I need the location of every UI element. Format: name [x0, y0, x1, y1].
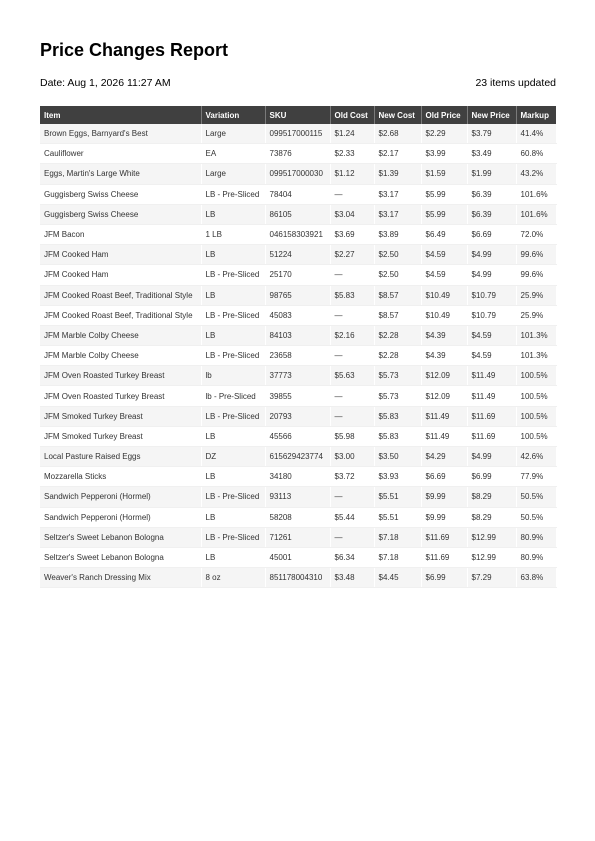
cell-new-cost: $3.89 — [374, 224, 421, 244]
cell-new-price: $11.49 — [467, 366, 516, 386]
cell-markup: 43.2% — [516, 164, 556, 184]
cell-new-cost: $5.73 — [374, 386, 421, 406]
cell-new-cost: $2.68 — [374, 124, 421, 144]
cell-variation: Large — [201, 164, 265, 184]
cell-markup: 100.5% — [516, 386, 556, 406]
report-date: Date: Aug 1, 2026 11:27 AM — [40, 77, 171, 89]
price-changes-table — [40, 106, 557, 588]
cell-new-cost: $7.18 — [374, 547, 421, 567]
cell-old-cost: — — [330, 184, 374, 204]
cell-markup: 100.5% — [516, 406, 556, 426]
cell-sku: 93113 — [265, 487, 330, 507]
cell-old-cost: — — [330, 265, 374, 285]
cell-item: JFM Marble Colby Cheese — [40, 325, 201, 345]
cell-item: JFM Bacon — [40, 224, 201, 244]
cell-new-price: $4.59 — [467, 325, 516, 345]
cell-variation: LB — [201, 467, 265, 487]
cell-old-cost: $3.04 — [330, 204, 374, 224]
cell-variation: LB — [201, 547, 265, 567]
table-row — [40, 386, 556, 406]
cell-new-price: $4.99 — [467, 265, 516, 285]
cell-item: JFM Cooked Ham — [40, 265, 201, 285]
cell-new-cost: $2.28 — [374, 346, 421, 366]
cell-item: Sandwich Pepperoni (Hormel) — [40, 487, 201, 507]
cell-new-price: $11.69 — [467, 406, 516, 426]
table-row — [40, 487, 556, 507]
cell-old-price: $4.29 — [421, 447, 467, 467]
cell-sku: 39855 — [265, 386, 330, 406]
table-row — [40, 467, 556, 487]
cell-new-price: $6.39 — [467, 204, 516, 224]
cell-sku: 58208 — [265, 507, 330, 527]
cell-old-price: $10.49 — [421, 305, 467, 325]
column-header-variation: Variation — [201, 106, 265, 124]
cell-new-cost: $8.57 — [374, 305, 421, 325]
table-row — [40, 426, 556, 446]
cell-markup: 60.8% — [516, 144, 556, 164]
cell-new-price: $8.29 — [467, 487, 516, 507]
cell-variation: lb — [201, 366, 265, 386]
cell-new-price: $11.69 — [467, 426, 516, 446]
cell-variation: LB — [201, 285, 265, 305]
cell-markup: 80.9% — [516, 527, 556, 547]
cell-new-price: $11.49 — [467, 386, 516, 406]
cell-old-cost: $3.72 — [330, 467, 374, 487]
table-row — [40, 305, 556, 325]
cell-old-cost: $3.00 — [330, 447, 374, 467]
cell-new-price: $10.79 — [467, 305, 516, 325]
cell-old-price: $12.09 — [421, 366, 467, 386]
cell-sku: 099517000030 — [265, 164, 330, 184]
cell-old-price: $9.99 — [421, 507, 467, 527]
cell-old-price: $4.39 — [421, 346, 467, 366]
cell-markup: 99.6% — [516, 265, 556, 285]
cell-old-cost: $2.33 — [330, 144, 374, 164]
cell-sku: 046158303921 — [265, 224, 330, 244]
cell-sku: 45083 — [265, 305, 330, 325]
cell-sku: 25170 — [265, 265, 330, 285]
table-row — [40, 507, 556, 527]
column-header-old-cost: Old Cost — [330, 106, 374, 124]
cell-markup: 25.9% — [516, 285, 556, 305]
cell-item: Sandwich Pepperoni (Hormel) — [40, 507, 201, 527]
column-header-item: Item — [40, 106, 201, 124]
cell-item: Seltzer's Sweet Lebanon Bologna — [40, 547, 201, 567]
table-row — [40, 406, 556, 426]
cell-old-price: $11.49 — [421, 406, 467, 426]
cell-old-cost: $6.34 — [330, 547, 374, 567]
cell-sku: 78404 — [265, 184, 330, 204]
cell-sku: 98765 — [265, 285, 330, 305]
cell-new-cost: $5.73 — [374, 366, 421, 386]
cell-variation: LB - Pre-Sliced — [201, 527, 265, 547]
table-row — [40, 265, 556, 285]
cell-markup: 101.6% — [516, 204, 556, 224]
table-row — [40, 547, 556, 567]
cell-markup: 50.5% — [516, 507, 556, 527]
cell-new-price: $6.39 — [467, 184, 516, 204]
cell-old-price: $11.69 — [421, 547, 467, 567]
cell-variation: Large — [201, 124, 265, 144]
cell-variation: LB — [201, 325, 265, 345]
cell-variation: LB — [201, 507, 265, 527]
table-row — [40, 124, 556, 144]
table-row — [40, 245, 556, 265]
cell-new-price: $12.99 — [467, 547, 516, 567]
cell-markup: 101.3% — [516, 346, 556, 366]
cell-markup: 41.4% — [516, 124, 556, 144]
cell-new-price: $3.79 — [467, 124, 516, 144]
cell-markup: 100.5% — [516, 366, 556, 386]
report-title: Price Changes Report — [40, 40, 229, 60]
cell-old-cost: $3.48 — [330, 568, 374, 588]
report-page — [40, 38, 556, 588]
cell-sku: 615629423774 — [265, 447, 330, 467]
cell-item: JFM Cooked Roast Beef, Traditional Style — [40, 305, 201, 325]
cell-sku: 099517000115 — [265, 124, 330, 144]
column-header-sku: SKU — [265, 106, 330, 124]
cell-item: JFM Oven Roasted Turkey Breast — [40, 366, 201, 386]
table-row — [40, 325, 556, 345]
cell-old-price: $1.59 — [421, 164, 467, 184]
cell-new-cost: $3.17 — [374, 204, 421, 224]
cell-old-cost: $1.24 — [330, 124, 374, 144]
cell-old-cost: — — [330, 305, 374, 325]
cell-sku: 86105 — [265, 204, 330, 224]
table-row — [40, 184, 556, 204]
cell-old-price: $3.99 — [421, 144, 467, 164]
cell-old-price: $5.99 — [421, 204, 467, 224]
cell-old-price: $6.69 — [421, 467, 467, 487]
cell-new-cost: $4.45 — [374, 568, 421, 588]
cell-item: JFM Cooked Ham — [40, 245, 201, 265]
cell-old-cost: $3.69 — [330, 224, 374, 244]
cell-old-cost: — — [330, 487, 374, 507]
cell-old-cost: $5.98 — [330, 426, 374, 446]
cell-markup: 42.6% — [516, 447, 556, 467]
cell-new-cost: $5.83 — [374, 406, 421, 426]
table-row — [40, 366, 556, 386]
table-row — [40, 224, 556, 244]
cell-item: JFM Marble Colby Cheese — [40, 346, 201, 366]
cell-sku: 37773 — [265, 366, 330, 386]
column-header-old-price: Old Price — [421, 106, 467, 124]
cell-markup: 50.5% — [516, 487, 556, 507]
cell-old-cost: $2.27 — [330, 245, 374, 265]
cell-old-price: $4.59 — [421, 245, 467, 265]
cell-variation: 8 oz — [201, 568, 265, 588]
cell-variation: LB — [201, 245, 265, 265]
cell-item: Seltzer's Sweet Lebanon Bologna — [40, 527, 201, 547]
table-row — [40, 527, 556, 547]
cell-new-price: $4.99 — [467, 245, 516, 265]
cell-sku: 73876 — [265, 144, 330, 164]
cell-old-cost: $5.44 — [330, 507, 374, 527]
cell-variation: DZ — [201, 447, 265, 467]
cell-new-price: $10.79 — [467, 285, 516, 305]
table-row — [40, 144, 556, 164]
cell-sku: 84103 — [265, 325, 330, 345]
cell-item: Guggisberg Swiss Cheese — [40, 184, 201, 204]
cell-new-price: $6.69 — [467, 224, 516, 244]
cell-new-cost: $5.51 — [374, 507, 421, 527]
cell-item: Local Pasture Raised Eggs — [40, 447, 201, 467]
table-body — [40, 124, 556, 588]
cell-new-cost: $2.17 — [374, 144, 421, 164]
cell-markup: 101.3% — [516, 325, 556, 345]
cell-variation: EA — [201, 144, 265, 164]
cell-item: JFM Cooked Roast Beef, Traditional Style — [40, 285, 201, 305]
cell-old-cost: $1.12 — [330, 164, 374, 184]
cell-old-cost: $5.63 — [330, 366, 374, 386]
column-header-new-cost: New Cost — [374, 106, 421, 124]
cell-variation: lb - Pre-Sliced — [201, 386, 265, 406]
cell-new-cost: $3.50 — [374, 447, 421, 467]
cell-new-cost: $5.51 — [374, 487, 421, 507]
cell-new-cost: $7.18 — [374, 527, 421, 547]
items-updated-count: 23 items updated — [475, 77, 556, 89]
cell-variation: LB — [201, 426, 265, 446]
cell-variation: LB - Pre-Sliced — [201, 346, 265, 366]
cell-variation: LB - Pre-Sliced — [201, 265, 265, 285]
cell-new-price: $4.99 — [467, 447, 516, 467]
cell-old-price: $6.49 — [421, 224, 467, 244]
cell-sku: 851178004310 — [265, 568, 330, 588]
cell-old-price: $6.99 — [421, 568, 467, 588]
table-row — [40, 346, 556, 366]
cell-new-price: $3.49 — [467, 144, 516, 164]
cell-markup: 99.6% — [516, 245, 556, 265]
cell-new-price: $7.29 — [467, 568, 516, 588]
cell-new-cost: $3.17 — [374, 184, 421, 204]
cell-old-price: $12.09 — [421, 386, 467, 406]
cell-old-price: $2.29 — [421, 124, 467, 144]
cell-old-price: $11.49 — [421, 426, 467, 446]
cell-old-price: $4.39 — [421, 325, 467, 345]
cell-new-price: $4.59 — [467, 346, 516, 366]
cell-old-price: $10.49 — [421, 285, 467, 305]
cell-item: JFM Smoked Turkey Breast — [40, 426, 201, 446]
cell-old-cost: — — [330, 527, 374, 547]
cell-variation: LB - Pre-Sliced — [201, 184, 265, 204]
table-row — [40, 568, 556, 588]
cell-item: Guggisberg Swiss Cheese — [40, 204, 201, 224]
cell-markup: 25.9% — [516, 305, 556, 325]
cell-old-cost: $5.83 — [330, 285, 374, 305]
table-header — [40, 106, 556, 124]
cell-item: Mozzarella Sticks — [40, 467, 201, 487]
cell-old-price: $9.99 — [421, 487, 467, 507]
table-row — [40, 285, 556, 305]
cell-new-cost: $1.39 — [374, 164, 421, 184]
cell-new-cost: $8.57 — [374, 285, 421, 305]
cell-old-cost: $2.16 — [330, 325, 374, 345]
cell-sku: 23658 — [265, 346, 330, 366]
cell-old-cost: — — [330, 346, 374, 366]
cell-new-price: $1.99 — [467, 164, 516, 184]
cell-item: JFM Smoked Turkey Breast — [40, 406, 201, 426]
cell-variation: LB - Pre-Sliced — [201, 406, 265, 426]
cell-markup: 72.0% — [516, 224, 556, 244]
cell-new-price: $8.29 — [467, 507, 516, 527]
cell-markup: 101.6% — [516, 184, 556, 204]
column-header-markup: Markup — [516, 106, 556, 124]
table-row — [40, 164, 556, 184]
cell-sku: 45566 — [265, 426, 330, 446]
cell-new-price: $6.99 — [467, 467, 516, 487]
cell-sku: 34180 — [265, 467, 330, 487]
cell-variation: 1 LB — [201, 224, 265, 244]
cell-item: Weaver's Ranch Dressing Mix — [40, 568, 201, 588]
cell-new-cost: $5.83 — [374, 426, 421, 446]
cell-markup: 80.9% — [516, 547, 556, 567]
cell-item: Eggs, Martin's Large White — [40, 164, 201, 184]
cell-old-cost: — — [330, 386, 374, 406]
cell-sku: 20793 — [265, 406, 330, 426]
cell-sku: 45001 — [265, 547, 330, 567]
cell-old-cost: — — [330, 406, 374, 426]
cell-variation: LB - Pre-Sliced — [201, 305, 265, 325]
cell-new-cost: $2.50 — [374, 245, 421, 265]
cell-variation: LB - Pre-Sliced — [201, 487, 265, 507]
cell-item: JFM Oven Roasted Turkey Breast — [40, 386, 201, 406]
cell-old-price: $4.59 — [421, 265, 467, 285]
cell-sku: 71261 — [265, 527, 330, 547]
column-header-new-price: New Price — [467, 106, 516, 124]
cell-new-cost: $3.93 — [374, 467, 421, 487]
cell-new-cost: $2.50 — [374, 265, 421, 285]
cell-item: Cauliflower — [40, 144, 201, 164]
table-row — [40, 447, 556, 467]
cell-old-price: $11.69 — [421, 527, 467, 547]
cell-new-price: $12.99 — [467, 527, 516, 547]
cell-markup: 77.9% — [516, 467, 556, 487]
table-row — [40, 204, 556, 224]
cell-markup: 100.5% — [516, 426, 556, 446]
report-meta — [40, 76, 556, 90]
cell-old-price: $5.99 — [421, 184, 467, 204]
header-row — [40, 106, 556, 124]
cell-new-cost: $2.28 — [374, 325, 421, 345]
cell-sku: 51224 — [265, 245, 330, 265]
cell-markup: 63.8% — [516, 568, 556, 588]
cell-item: Brown Eggs, Barnyard's Best — [40, 124, 201, 144]
cell-variation: LB — [201, 204, 265, 224]
